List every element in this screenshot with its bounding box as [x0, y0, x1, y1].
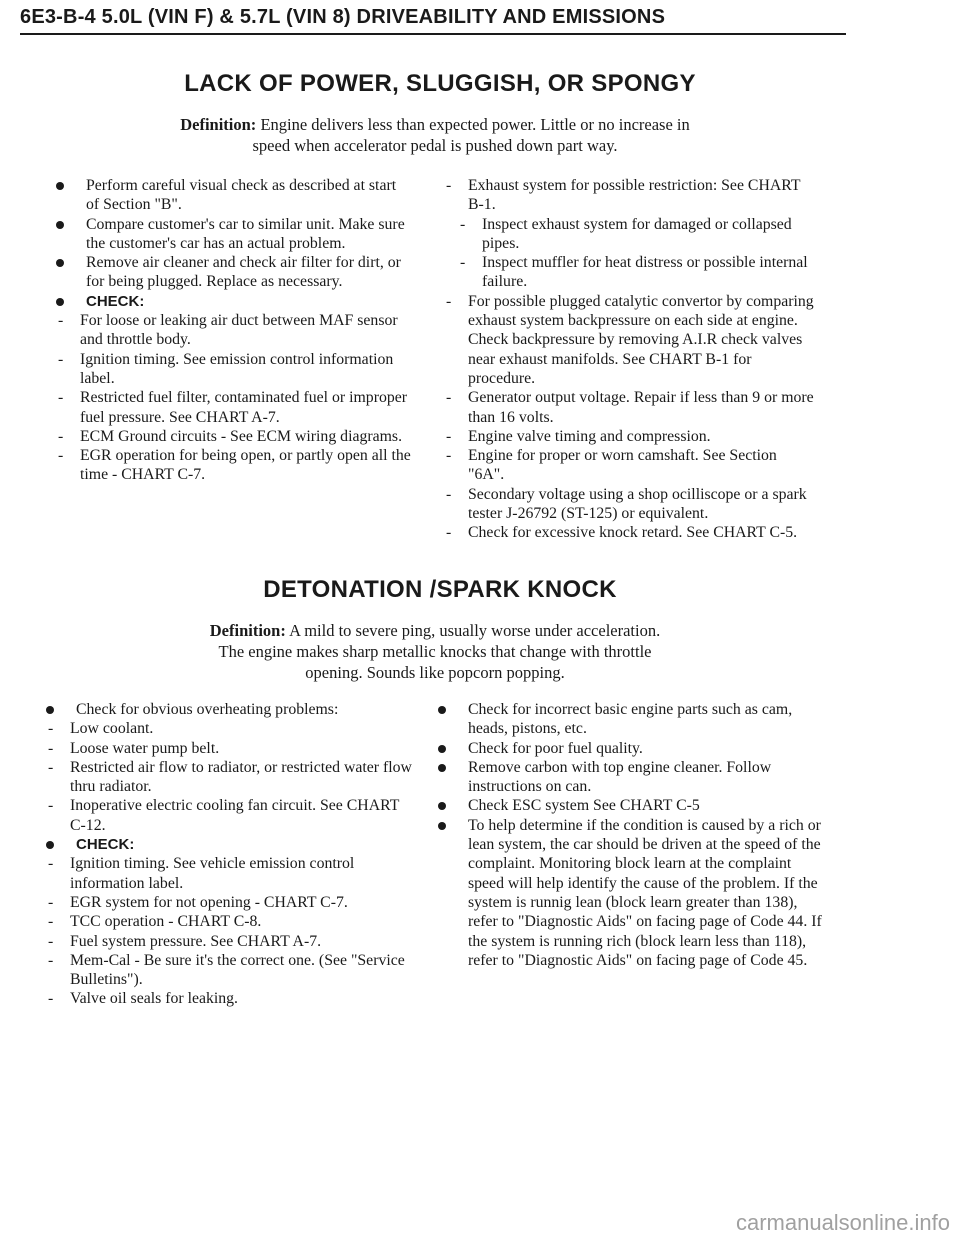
list-item	[42, 796, 412, 835]
list-item	[52, 176, 412, 215]
list-item	[440, 253, 816, 292]
list-item	[42, 951, 412, 990]
list-item-text: Engine for proper or worn camshaft. See Section "6A".	[468, 447, 777, 484]
list-item	[440, 292, 816, 388]
list-item-text: Loose water pump belt.	[70, 739, 220, 757]
list-item-text: For possible plugged catalytic convertor by comparing exhaust system backpressure on each side at engine. Check backpressure by removing A.I.R check valves near exhaust manifolds. See CHART B-1 for procedure.	[468, 292, 814, 387]
dash-marker: -	[48, 893, 54, 911]
section-title-lack-of-power: LACK OF POWER, SLUGGISH, OR SPONGY	[184, 70, 696, 97]
list-item	[434, 796, 826, 815]
definition-label: Definition:	[180, 115, 257, 134]
dash-marker: -	[48, 990, 54, 1008]
list-item	[52, 311, 412, 350]
list-item-text: Fuel system pressure. See CHART A-7.	[70, 932, 322, 950]
bullet-icon	[46, 841, 54, 849]
list-item-text: ECM Ground circuits - See ECM wiring diagrams.	[80, 427, 403, 445]
list-item-text: Generator output voltage. Repair if less than 9 or more than 16 volts.	[468, 389, 814, 426]
check-heading	[52, 292, 412, 311]
bullet-icon	[438, 822, 446, 830]
list-item	[434, 816, 826, 970]
list-item	[440, 215, 816, 254]
list-item	[434, 739, 826, 758]
dash-marker: -	[58, 389, 64, 407]
bullet-marker	[438, 816, 446, 835]
list-item-text: Compare customer's car to similar unit. Make sure the customer's car has an actual problem.	[86, 215, 405, 252]
bullet-marker	[438, 796, 446, 815]
list-item-text: Check ESC system See CHART C-5	[468, 797, 700, 815]
bullet-marker	[56, 215, 64, 234]
list-item-text: Check for incorrect basic engine parts such as cam, heads, pistons, etc.	[468, 701, 793, 738]
check-label: CHECK:	[76, 836, 135, 854]
check-heading	[42, 835, 412, 854]
list-item	[42, 989, 412, 1008]
list-item	[52, 446, 412, 485]
list-item	[440, 446, 816, 485]
list-item	[42, 893, 412, 912]
bullet-icon	[46, 706, 54, 714]
section2-left-column	[42, 700, 412, 1009]
list-item	[42, 932, 412, 951]
dash-marker: -	[48, 739, 54, 757]
dash-marker: -	[48, 758, 54, 776]
list-item-text: Mem-Cal - Be sure it's the correct one. (See "Service Bulletins").	[70, 951, 405, 989]
watermark: carmanualsonline.info	[735, 1210, 950, 1235]
dash-marker: -	[460, 215, 466, 233]
bullet-marker	[56, 292, 64, 311]
dash-marker: -	[58, 427, 64, 445]
dash-marker: -	[460, 254, 466, 272]
list-item-text: Check for poor fuel quality.	[468, 739, 643, 757]
list-item	[440, 427, 816, 446]
list-item-text: TCC operation - CHART C-8.	[70, 913, 262, 931]
list-item	[42, 700, 412, 719]
list-item-text: Check for obvious overheating problems:	[76, 701, 339, 718]
list-item	[440, 485, 816, 524]
bullet-icon	[438, 745, 446, 753]
list-item-text: Remove carbon with top engine cleaner. Follow instructions on can.	[468, 758, 772, 796]
list-item-text: Restricted fuel filter, contaminated fuel or improper fuel pressure. See CHART A-7.	[80, 389, 408, 426]
dash-marker: -	[446, 524, 452, 542]
bullet-marker	[438, 739, 446, 758]
list-item	[440, 388, 816, 427]
definition-label: Definition:	[209, 621, 286, 640]
list-item-text: Remove air cleaner and check air filter for dirt, or for being plugged. Replace as necessary.	[86, 254, 401, 291]
list-item-text: Restricted air flow to radiator, or restricted water flow thru radiator.	[70, 758, 412, 796]
list-item	[52, 253, 412, 292]
list-item-text: Check for excessive knock retard. See CHART C-5.	[468, 524, 798, 542]
section2-right-column	[434, 700, 826, 970]
bullet-marker	[438, 700, 446, 719]
list-item	[434, 758, 826, 797]
dash-marker: -	[58, 350, 64, 368]
dash-marker: -	[48, 797, 54, 815]
dash-marker: -	[446, 427, 452, 445]
list-item-text: To help determine if the condition is caused by a rich or lean system, the car should be driven at the speed of the complaint. Monitoring block learn at the complaint speed will help identify the cause of the problem. If the system is runnig lean (block learn greater than 138), refer to "Diagnostic Aids" on facing page of Code 44. If the system is running rich (block learn less than 118), refer to "Diagnostic Aids" on facing page of Code 45.	[468, 816, 822, 969]
section1-right-column	[440, 176, 816, 543]
dash-marker: -	[48, 951, 54, 969]
list-item	[440, 523, 816, 542]
section1-left-column	[52, 176, 412, 485]
list-item-text: Exhaust system for possible restriction: See CHART B-1.	[468, 177, 801, 214]
list-item-text: Perform careful visual check as described at start of Section "B".	[86, 177, 397, 214]
list-item-text: For loose or leaking air duct between MAF sensor and throttle body.	[80, 312, 398, 349]
list-item-text: Low coolant.	[70, 720, 154, 738]
definition-lack-of-power	[165, 114, 705, 156]
list-item-text: Secondary voltage using a shop ocilliscope or a spark tester J-26792 (ST-125) or equivalent.	[468, 485, 807, 523]
definition-detonation	[200, 620, 670, 683]
list-item	[52, 215, 412, 254]
list-item-text: EGR system for not opening - CHART C-7.	[70, 893, 348, 911]
list-item	[440, 176, 816, 215]
page-header: 6E3-B-4 5.0L (VIN F) & 5.7L (VIN 8) DRIVEABILITY AND EMISSIONS	[20, 6, 846, 35]
dash-marker: -	[58, 447, 64, 465]
list-item-text: EGR operation for being open, or partly open all the time - CHART C-7.	[80, 447, 411, 484]
bullet-marker	[56, 253, 64, 272]
dash-marker: -	[446, 292, 452, 310]
section-title-detonation: DETONATION /SPARK KNOCK	[263, 576, 617, 603]
bullet-icon	[438, 706, 446, 714]
bullet-icon	[438, 802, 446, 810]
bullet-icon	[438, 764, 446, 772]
list-item	[42, 758, 412, 797]
definition-text: A mild to severe ping, usually worse under acceleration. The engine makes sharp metallic knocks that change with throttle opening. Sounds like popcorn popping.	[218, 621, 661, 682]
dash-marker: -	[58, 312, 64, 330]
dash-marker: -	[446, 177, 452, 194]
bullet-marker	[46, 700, 54, 719]
dash-marker: -	[446, 389, 452, 407]
list-item-text: Valve oil seals for leaking.	[70, 990, 239, 1008]
dash-marker: -	[446, 447, 452, 465]
list-item	[52, 350, 412, 389]
bullet-icon	[56, 221, 64, 229]
list-item	[42, 739, 412, 758]
list-item	[42, 912, 412, 931]
list-item-text: Inspect exhaust system for damaged or collapsed pipes.	[482, 215, 792, 252]
definition-text: Engine delivers less than expected power. Little or no increase in speed when accelerator pedal is pushed down part way.	[252, 115, 690, 155]
bullet-icon	[56, 298, 64, 306]
bullet-marker	[46, 835, 54, 854]
list-item-text: Ignition timing. See vehicle emission control information label.	[70, 855, 355, 892]
dash-marker: -	[48, 855, 54, 873]
list-item-text: Inoperative electric cooling fan circuit. See CHART C-12.	[70, 797, 400, 834]
bullet-icon	[56, 259, 64, 267]
list-item	[52, 388, 412, 427]
dash-marker: -	[48, 720, 54, 738]
list-item	[52, 427, 412, 446]
check-label: CHECK:	[86, 292, 145, 310]
list-item	[42, 854, 412, 893]
bullet-marker	[438, 758, 446, 777]
dash-marker: -	[48, 913, 54, 931]
bullet-icon	[56, 182, 64, 190]
list-item-text: Engine valve timing and compression.	[468, 427, 711, 445]
dash-marker: -	[48, 932, 54, 950]
bullet-marker	[56, 176, 64, 195]
dash-marker: -	[446, 485, 452, 503]
list-item	[42, 719, 412, 738]
list-item-text: Inspect muffler for heat distress or possible internal failure.	[482, 254, 808, 291]
list-item	[434, 700, 826, 739]
list-item-text: Ignition timing. See emission control information label.	[80, 350, 394, 387]
